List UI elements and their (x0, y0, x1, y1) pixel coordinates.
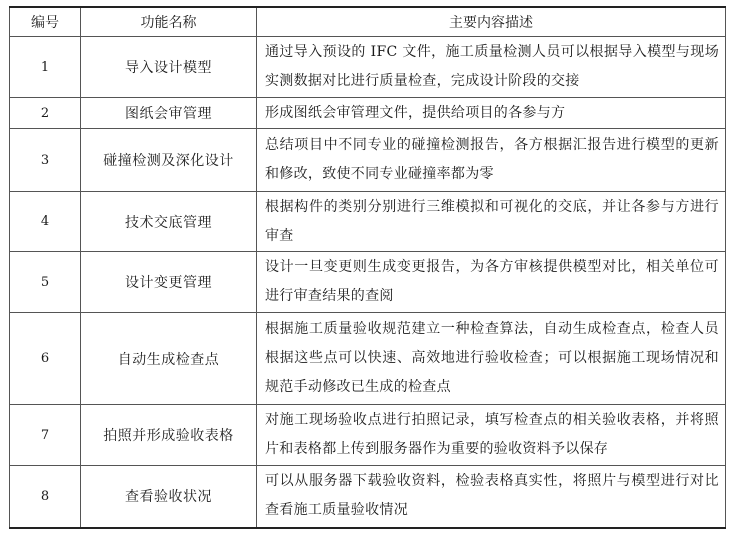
function-table-container (9, 6, 725, 529)
row-number: 8 (10, 466, 81, 528)
row-description: 根据构件的类别分别进行三维模拟和可视化的交底，并让各参与方进行审查 (257, 192, 726, 252)
row-function-name: 自动生成检查点 (81, 313, 257, 405)
table-row (10, 192, 726, 252)
table-row (10, 405, 726, 466)
row-description: 形成图纸会审管理文件，提供给项目的各参与方 (257, 98, 726, 129)
row-function-name: 拍照并形成验收表格 (81, 405, 257, 466)
row-description: 总结项目中不同专业的碰撞检测报告，各方根据汇报告进行模型的更新和修改，致使不同专业碰撞率都为零 (257, 129, 726, 192)
row-number: 1 (10, 37, 81, 98)
row-number: 4 (10, 192, 81, 252)
row-number: 3 (10, 129, 81, 192)
row-function-name: 设计变更管理 (81, 252, 257, 313)
row-number: 6 (10, 313, 81, 405)
row-number: 2 (10, 98, 81, 129)
row-function-name: 技术交底管理 (81, 192, 257, 252)
header-row (10, 7, 726, 37)
row-description: 通过导入预设的 IFC 文件，施工质量检测人员可以根据导入模型与现场实测数据对比进行质量检查，完成设计阶段的交接 (257, 37, 726, 98)
row-number: 5 (10, 252, 81, 313)
header-description: 主要内容描述 (257, 7, 726, 37)
table-row (10, 466, 726, 528)
table-row (10, 252, 726, 313)
table-body (10, 37, 726, 528)
row-description: 对施工现场验收点进行拍照记录，填写检查点的相关验收表格，并将照片和表格都上传到服务器作为重要的验收资料予以保存 (257, 405, 726, 466)
table-header (10, 7, 726, 37)
table-row (10, 98, 726, 129)
row-description: 可以从服务器下载验收资料，检验表格真实性，将照片与模型进行对比查看施工质量验收情况 (257, 466, 726, 528)
row-function-name: 查看验收状况 (81, 466, 257, 528)
table-row (10, 37, 726, 98)
table-row (10, 129, 726, 192)
row-number: 7 (10, 405, 81, 466)
row-function-name: 导入设计模型 (81, 37, 257, 98)
row-function-name: 图纸会审管理 (81, 98, 257, 129)
header-function-name: 功能名称 (81, 7, 257, 37)
row-description: 设计一旦变更则生成变更报告，为各方审核提供模型对比，相关单位可进行审查结果的查阅 (257, 252, 726, 313)
row-description: 根据施工质量验收规范建立一种检查算法，自动生成检查点，检查人员根据这些点可以快速、高效地进行验收检查；可以根据施工现场情况和规范手动修改已生成的检查点 (257, 313, 726, 405)
header-number: 编号 (10, 7, 81, 37)
table-row (10, 313, 726, 405)
row-function-name: 碰撞检测及深化设计 (81, 129, 257, 192)
function-table (9, 6, 726, 529)
